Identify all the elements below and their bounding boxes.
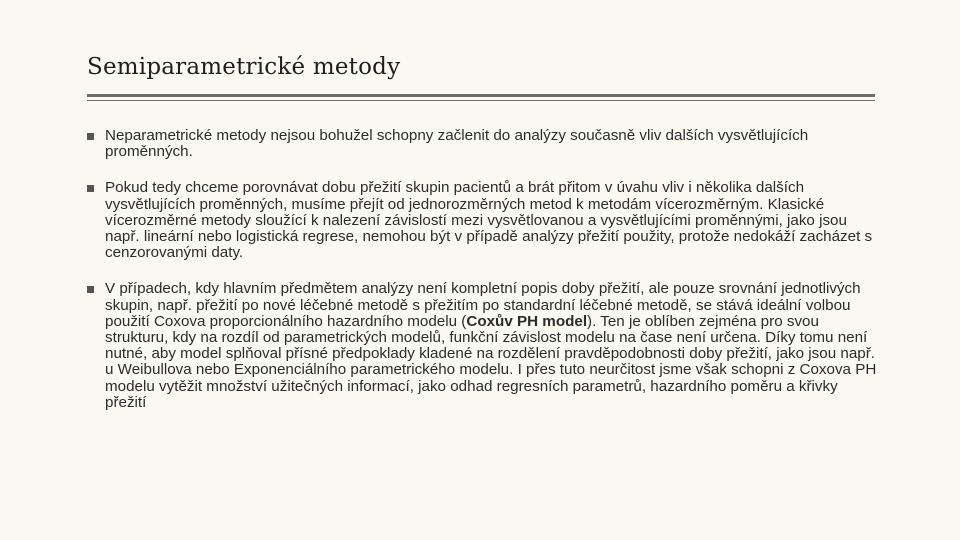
bullet-item	[87, 128, 877, 160]
slide-title: Semiparametrické metody	[87, 54, 401, 80]
title-divider-thick	[87, 94, 875, 97]
title-divider-thin	[87, 100, 875, 101]
bullet-item	[87, 281, 877, 411]
square-bullet-icon	[87, 133, 94, 140]
bullet-text-after: ). Ten je oblíben zejména pro svou strukturu, kdy na rozdíl od parametrických modelů, funkční závislost modelu na čase není určena. Díky tomu není nutné, aby model splňoval přísné předpoklady kladené na rozdělení pravděpodobnosti doby přežití, jako jsou např. u Weibullova nebo Exponenciálního parametrického modelu. I přes tuto neurčitost jsme však schopni z Coxova PH modelu vytěžit množství užitečných informací, jako odhad regresních parametrů, hazardního poměru a křivky přežití	[105, 312, 877, 411]
bullet-text-before: V případech, kdy hlavním předmětem analýzy není kompletní popis doby přežití, ale pouze srovnání jednotlivých skupin, např. přežití po nové léčebné metodě s přežitím po standardní léčebné metodě, se stává ideální volbou použití Coxova proporcionálního hazardního modelu (	[105, 280, 861, 330]
bullet-list	[87, 128, 877, 431]
square-bullet-icon	[87, 185, 94, 192]
bullet-text: Neparametrické metody nejsou bohužel schopny začlenit do analýzy současně vliv dalších vysvětlujících proměnných.	[105, 127, 809, 161]
bullet-text-bold: Coxův PH model	[466, 312, 588, 330]
bullet-text: Pokud tedy chceme porovnávat dobu přežití skupin pacientů a brát přitom v úvahu vliv i několika dalších vysvětlujících proměnných, musíme přejít od jednorozměrných metod k metodám vícerozměrným. Klasické vícerozměrné metody sloužící k nalezení závislostí mezi vysvětlovanou a vysvětlujícími proměnnými, jako jsou např. lineární nebo logistická regrese, nemohou být v případě analýzy přežití použity, protože nedokáží zacházet s cenzorovanými daty.	[105, 179, 873, 262]
square-bullet-icon	[87, 286, 94, 293]
bullet-item	[87, 180, 877, 261]
